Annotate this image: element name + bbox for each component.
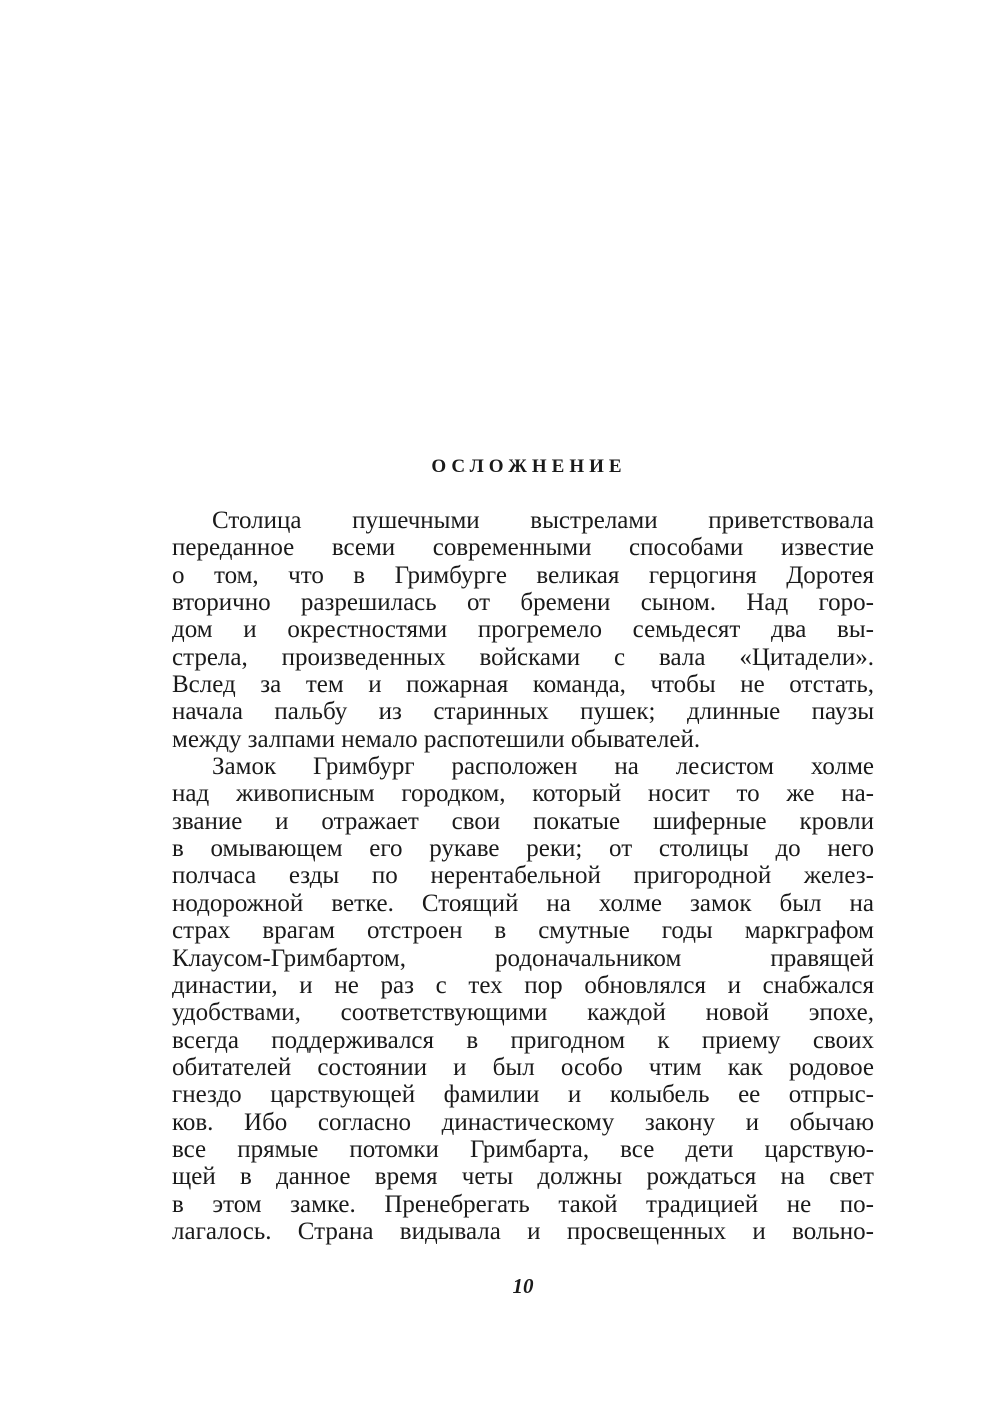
text-line: Клаусом-Гримбартом, родоначальником правящей <box>172 944 874 972</box>
text-line: о том, что в Гримбурге великая герцогиня Доротея <box>172 561 874 589</box>
page-number: 10 <box>512 1274 534 1298</box>
paragraph-1 <box>172 507 874 753</box>
text-line: всегда поддерживался в пригодном к приему своих <box>172 1026 874 1054</box>
paragraph-2 <box>172 753 874 1245</box>
text-line: стрела, произведенных войсками с вала «Цитадели». <box>172 643 874 671</box>
text-line: щей в данное время четы должны рождаться на свет <box>172 1163 874 1191</box>
text-line: в омывающем его рукаве реки; от столицы до него <box>172 835 874 863</box>
text-line: Вслед за тем и пожарная команда, чтобы не отстать, <box>172 671 874 699</box>
text-line: лагалось. Страна видывала и просвещенных и вольно- <box>172 1217 874 1245</box>
text-line: в этом замке. Пренебрегать такой традицией не по- <box>172 1190 874 1218</box>
text-line: все прямые потомки Гримбарта, все дети царствую- <box>172 1135 874 1163</box>
text-line: удобствами, соответствующими каждой новой эпохе, <box>172 999 874 1027</box>
text-line: династии, и не раз с тех пор обновлялся и снабжался <box>172 971 874 999</box>
text-line: начала пальбу из старинных пушек; длинные паузы <box>172 698 874 726</box>
text-line: звание и отражает свои покатые шиферные кровли <box>172 807 874 835</box>
text-line: переданное всеми современными способами известие <box>172 534 874 562</box>
text-line: нодорожной ветке. Стоящий на холме замок был на <box>172 889 874 917</box>
text-line: гнездо царствующей фамилии и колыбель ее отпрыс- <box>172 1081 874 1109</box>
body-text <box>172 507 874 1245</box>
text-line: обитателей состоянии и был особо чтим как родовое <box>172 1053 874 1081</box>
text-line: дом и окрестностями прогремело семьдесят два вы- <box>172 616 874 644</box>
text-line: между залпами немало распотешили обывателей. <box>172 725 701 753</box>
text-line: ков. Ибо согласно династическому закону и обычаю <box>172 1108 874 1136</box>
chapter-title: ОСЛОЖНЕНИЕ <box>431 456 627 477</box>
text-line: полчаса езды по нерентабельной пригородной желез- <box>172 862 874 890</box>
text-line: над живописным городком, который носит то же на- <box>172 780 874 808</box>
text-line: страх врагам отстроен в смутные годы маркграфом <box>172 917 874 945</box>
text-line: Столица пушечными выстрелами приветствовала <box>212 507 874 534</box>
text-line: вторично разрешилась от бремени сыном. Над горо- <box>172 589 874 617</box>
text-line: Замок Гримбург расположен на лесистом холме <box>212 753 874 781</box>
